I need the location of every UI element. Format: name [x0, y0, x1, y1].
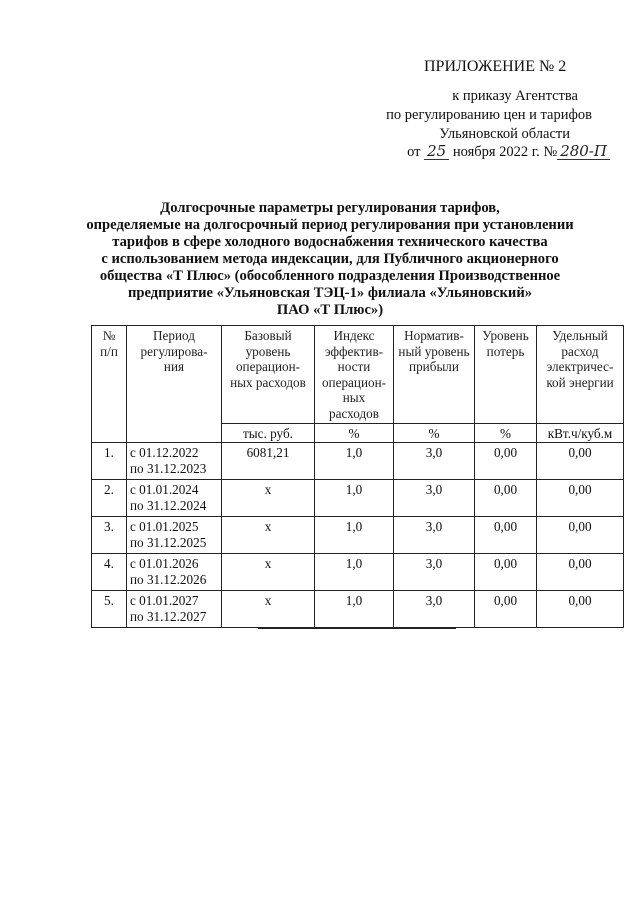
row-index: 1,0	[315, 480, 394, 517]
row-number: 2.	[92, 480, 127, 517]
header-text: ных	[342, 390, 366, 405]
header-text: эффектив-	[324, 343, 384, 359]
unit-cell-profit: %	[394, 424, 475, 443]
row-period	[127, 443, 222, 480]
row-loss: 0,00	[475, 517, 537, 554]
appendix-line-order: к приказу Агентства	[452, 88, 578, 104]
header-text: Удельный	[552, 328, 608, 343]
period-from: с 01.01.2024	[130, 482, 199, 497]
header-text: операцион-	[235, 359, 301, 374]
heading-line: Долгосрочные параметры регулирования тарифов,	[160, 200, 500, 216]
row-period	[127, 591, 222, 628]
header-cell-period	[127, 326, 222, 443]
row-period	[127, 480, 222, 517]
parameters-table	[91, 325, 624, 628]
period-from: с 01.01.2027	[130, 593, 199, 608]
header-cell-number	[92, 326, 127, 443]
header-cell-base-costs	[222, 326, 315, 424]
header-text: Индекс	[333, 328, 375, 343]
header-text: №	[102, 328, 116, 343]
date-month-year: ноября 2022 г. №	[452, 144, 558, 160]
row-loss: 0,00	[475, 554, 537, 591]
table-row	[92, 591, 624, 628]
period-to: по 31.12.2023	[130, 461, 207, 476]
header-text: Базовый	[244, 328, 292, 343]
unit-cell-loss: %	[475, 424, 537, 443]
header-text: электричес-	[546, 359, 614, 374]
period-from: с 01.01.2026	[130, 556, 199, 571]
row-profit: 3,0	[394, 517, 475, 554]
heading-line: определяемые на долгосрочный период регулирования при установлении	[86, 217, 574, 233]
header-text: расходов	[329, 405, 379, 421]
unit-cell-electricity: кВт.ч/куб.м	[537, 424, 624, 443]
date-prefix: от	[407, 144, 421, 160]
heading-line: ПАО «Т Плюс»)	[276, 302, 384, 318]
appendix-date-line	[407, 143, 610, 161]
row-number: 4.	[92, 554, 127, 591]
row-loss: 0,00	[475, 480, 537, 517]
row-base-costs: х	[222, 480, 315, 517]
header-text: Норматив-	[404, 328, 464, 343]
row-period	[127, 517, 222, 554]
heading-line: общества «Т Плюс» (обособленного подразделения Производственное	[99, 268, 561, 284]
table-header-row	[92, 326, 624, 424]
row-profit: 3,0	[394, 554, 475, 591]
row-period	[127, 554, 222, 591]
table-row	[92, 443, 624, 480]
period-from: с 01.01.2025	[130, 519, 199, 534]
heading-line: тарифов в сфере холодного водоснабжения технического качества	[112, 234, 548, 250]
handwritten-order-number: 280-П	[557, 143, 610, 160]
header-text: потерь	[486, 343, 525, 359]
row-electricity: 0,00	[537, 591, 624, 628]
heading-line: предприятие «Ульяновская ТЭЦ-1» филиала «Ульяновский»	[127, 285, 533, 301]
row-profit: 3,0	[394, 480, 475, 517]
row-index: 1,0	[315, 591, 394, 628]
row-number: 5.	[92, 591, 127, 628]
row-electricity: 0,00	[537, 480, 624, 517]
end-separator-line	[258, 628, 456, 629]
row-number: 3.	[92, 517, 127, 554]
header-text: ных расходов	[230, 374, 306, 390]
appendix-line-agency: по регулированию цен и тарифов	[386, 107, 592, 123]
appendix-line-region: Ульяновской области	[439, 126, 570, 142]
heading-line: с использованием метода индексации, для Публичного акционерного	[101, 251, 559, 267]
header-text: п/п	[100, 343, 118, 359]
row-loss: 0,00	[475, 591, 537, 628]
header-text: операцион-	[321, 374, 387, 390]
header-text: уровень	[245, 343, 291, 359]
row-loss: 0,00	[475, 443, 537, 480]
unit-cell-index: %	[315, 424, 394, 443]
header-cell-electricity	[537, 326, 624, 424]
period-to: по 31.12.2027	[130, 609, 207, 624]
row-profit: 3,0	[394, 443, 475, 480]
row-profit: 3,0	[394, 591, 475, 628]
header-cell-loss-level	[475, 326, 537, 424]
row-base-costs: х	[222, 554, 315, 591]
header-text: прибыли	[409, 359, 459, 374]
table-row	[92, 517, 624, 554]
header-text: регулирова-	[140, 343, 208, 359]
row-electricity: 0,00	[537, 443, 624, 480]
header-cell-profit-level	[394, 326, 475, 424]
row-base-costs: х	[222, 591, 315, 628]
period-to: по 31.12.2026	[130, 572, 207, 587]
unit-cell-base: тыс. руб.	[222, 424, 315, 443]
row-base-costs: х	[222, 517, 315, 554]
header-text: кой энергии	[546, 374, 614, 390]
header-text: ния	[163, 359, 185, 374]
header-text: ности	[337, 359, 371, 374]
row-index: 1,0	[315, 554, 394, 591]
table-row	[92, 480, 624, 517]
document-heading	[70, 200, 590, 319]
row-electricity: 0,00	[537, 554, 624, 591]
appendix-title: ПРИЛОЖЕНИЕ № 2	[424, 58, 567, 75]
row-base-costs: 6081,21	[222, 443, 315, 480]
header-text: ный уровень	[398, 343, 470, 359]
period-from: с 01.12.2022	[130, 445, 199, 460]
row-electricity: 0,00	[537, 517, 624, 554]
handwritten-day: 25	[424, 143, 449, 160]
table-row	[92, 554, 624, 591]
header-text: Период	[153, 328, 195, 343]
row-index: 1,0	[315, 443, 394, 480]
period-to: по 31.12.2024	[130, 498, 207, 513]
row-number: 1.	[92, 443, 127, 480]
period-to: по 31.12.2025	[130, 535, 207, 550]
header-text: Уровень	[482, 328, 529, 343]
row-index: 1,0	[315, 517, 394, 554]
header-text: расход	[561, 343, 599, 359]
header-cell-efficiency-index	[315, 326, 394, 424]
